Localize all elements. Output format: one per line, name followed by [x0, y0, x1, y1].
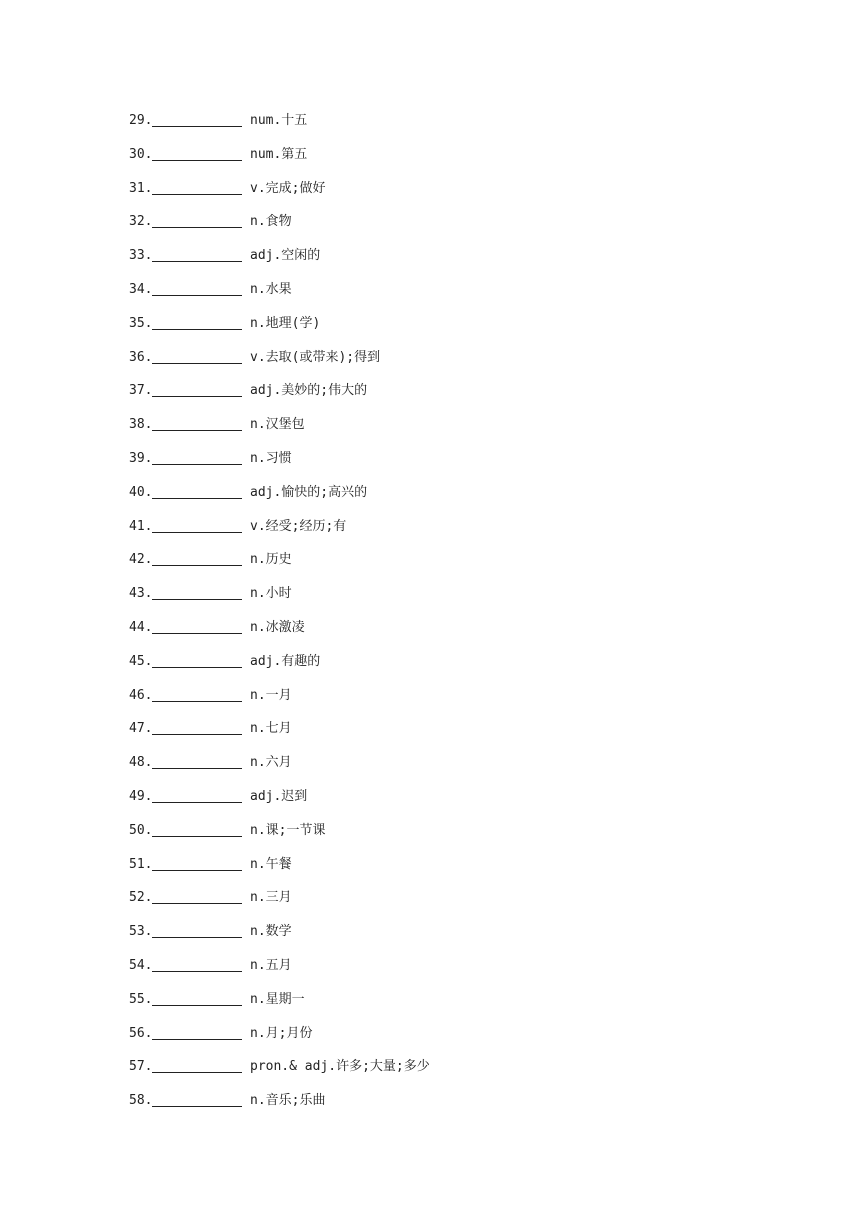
item-number: 35. — [129, 315, 153, 331]
answer-blank[interactable] — [152, 651, 242, 668]
item-definition: v.完成;做好 — [250, 180, 326, 196]
item-definition: n.冰激凌 — [250, 619, 305, 635]
list-item — [129, 718, 769, 752]
item-definition: n.小时 — [250, 586, 292, 602]
list-item — [129, 786, 769, 820]
list-item — [129, 516, 769, 550]
list-item — [129, 685, 769, 719]
item-definition: n.汉堡包 — [250, 417, 305, 433]
answer-blank[interactable] — [152, 211, 242, 228]
answer-blank[interactable] — [152, 178, 242, 195]
answer-blank[interactable] — [152, 279, 242, 296]
answer-blank[interactable] — [152, 955, 242, 972]
list-item — [129, 211, 769, 245]
answer-blank[interactable] — [152, 820, 242, 837]
item-number: 49. — [129, 788, 153, 804]
list-item — [129, 1056, 769, 1090]
item-definition: adj.空闲的 — [250, 248, 321, 264]
item-definition: n.历史 — [250, 552, 292, 568]
item-definition: pron.& adj.许多;大量;多少 — [250, 1059, 430, 1075]
vocabulary-list — [129, 110, 769, 1124]
item-number: 52. — [129, 890, 153, 906]
item-number: 42. — [129, 552, 153, 568]
item-definition: adj.迟到 — [250, 788, 308, 804]
list-item — [129, 245, 769, 279]
answer-blank[interactable] — [152, 347, 242, 364]
list-item — [129, 989, 769, 1023]
answer-blank[interactable] — [152, 718, 242, 735]
answer-blank[interactable] — [152, 1023, 242, 1040]
list-item — [129, 1023, 769, 1057]
item-number: 48. — [129, 755, 153, 771]
item-definition: n.水果 — [250, 281, 292, 297]
answer-blank[interactable] — [152, 482, 242, 499]
list-item — [129, 279, 769, 313]
item-definition: n.三月 — [250, 890, 292, 906]
item-number: 40. — [129, 484, 153, 500]
list-item — [129, 380, 769, 414]
list-item — [129, 651, 769, 685]
list-item — [129, 583, 769, 617]
answer-blank[interactable] — [152, 1056, 242, 1073]
item-number: 50. — [129, 822, 153, 838]
answer-blank[interactable] — [152, 245, 242, 262]
item-number: 45. — [129, 653, 153, 669]
answer-blank[interactable] — [152, 380, 242, 397]
item-number: 56. — [129, 1025, 153, 1041]
list-item — [129, 144, 769, 178]
item-number: 44. — [129, 619, 153, 635]
item-number: 51. — [129, 856, 153, 872]
answer-blank[interactable] — [152, 685, 242, 702]
item-definition: n.课;一节课 — [250, 822, 326, 838]
list-item — [129, 955, 769, 989]
item-number: 37. — [129, 383, 153, 399]
item-definition: v.去取(或带来);得到 — [250, 349, 381, 365]
answer-blank[interactable] — [152, 549, 242, 566]
item-definition: n.一月 — [250, 687, 292, 703]
item-number: 32. — [129, 214, 153, 230]
list-item — [129, 482, 769, 516]
item-number: 31. — [129, 180, 153, 196]
item-definition: n.月;月份 — [250, 1025, 313, 1041]
item-number: 58. — [129, 1093, 153, 1109]
item-number: 41. — [129, 518, 153, 534]
answer-blank[interactable] — [152, 448, 242, 465]
item-definition: adj.美妙的;伟大的 — [250, 383, 368, 399]
item-number: 57. — [129, 1059, 153, 1075]
list-item — [129, 854, 769, 888]
item-definition: n.习惯 — [250, 450, 292, 466]
list-item — [129, 110, 769, 144]
item-number: 34. — [129, 281, 153, 297]
item-number: 30. — [129, 146, 153, 162]
list-item — [129, 752, 769, 786]
answer-blank[interactable] — [152, 144, 242, 161]
answer-blank[interactable] — [152, 752, 242, 769]
item-definition: v.经受;经历;有 — [250, 518, 347, 534]
answer-blank[interactable] — [152, 921, 242, 938]
list-item — [129, 921, 769, 955]
item-number: 33. — [129, 248, 153, 264]
item-number: 53. — [129, 924, 153, 940]
answer-blank[interactable] — [152, 110, 242, 127]
item-number: 46. — [129, 687, 153, 703]
item-number: 54. — [129, 957, 153, 973]
list-item — [129, 414, 769, 448]
answer-blank[interactable] — [152, 887, 242, 904]
item-definition: n.食物 — [250, 214, 292, 230]
list-item — [129, 347, 769, 381]
list-item — [129, 617, 769, 651]
answer-blank[interactable] — [152, 516, 242, 533]
item-definition: num.十五 — [250, 113, 308, 128]
answer-blank[interactable] — [152, 313, 242, 330]
item-number: 29. — [129, 113, 153, 128]
item-definition: n.音乐;乐曲 — [250, 1093, 326, 1109]
answer-blank[interactable] — [152, 989, 242, 1006]
item-number: 36. — [129, 349, 153, 365]
item-definition: adj.愉快的;高兴的 — [250, 484, 368, 500]
item-number: 38. — [129, 417, 153, 433]
item-number: 55. — [129, 991, 153, 1007]
list-item — [129, 448, 769, 482]
list-item — [129, 313, 769, 347]
list-item — [129, 178, 769, 212]
item-definition: n.星期一 — [250, 991, 305, 1007]
answer-blank[interactable] — [152, 1090, 242, 1107]
item-number: 47. — [129, 721, 153, 737]
list-item — [129, 820, 769, 854]
answer-blank[interactable] — [152, 414, 242, 431]
answer-blank[interactable] — [152, 786, 242, 803]
item-definition: num.第五 — [250, 146, 308, 162]
item-number: 43. — [129, 586, 153, 602]
item-definition: n.数学 — [250, 924, 292, 940]
list-item — [129, 1090, 769, 1124]
item-definition: n.七月 — [250, 721, 292, 737]
list-item — [129, 887, 769, 921]
item-definition: adj.有趣的 — [250, 653, 321, 669]
item-definition: n.六月 — [250, 755, 292, 771]
item-definition: n.午餐 — [250, 856, 292, 872]
item-number: 39. — [129, 450, 153, 466]
list-item — [129, 549, 769, 583]
answer-blank[interactable] — [152, 854, 242, 871]
answer-blank[interactable] — [152, 583, 242, 600]
item-definition: n.五月 — [250, 957, 292, 973]
answer-blank[interactable] — [152, 617, 242, 634]
item-definition: n.地理(学) — [250, 315, 321, 331]
